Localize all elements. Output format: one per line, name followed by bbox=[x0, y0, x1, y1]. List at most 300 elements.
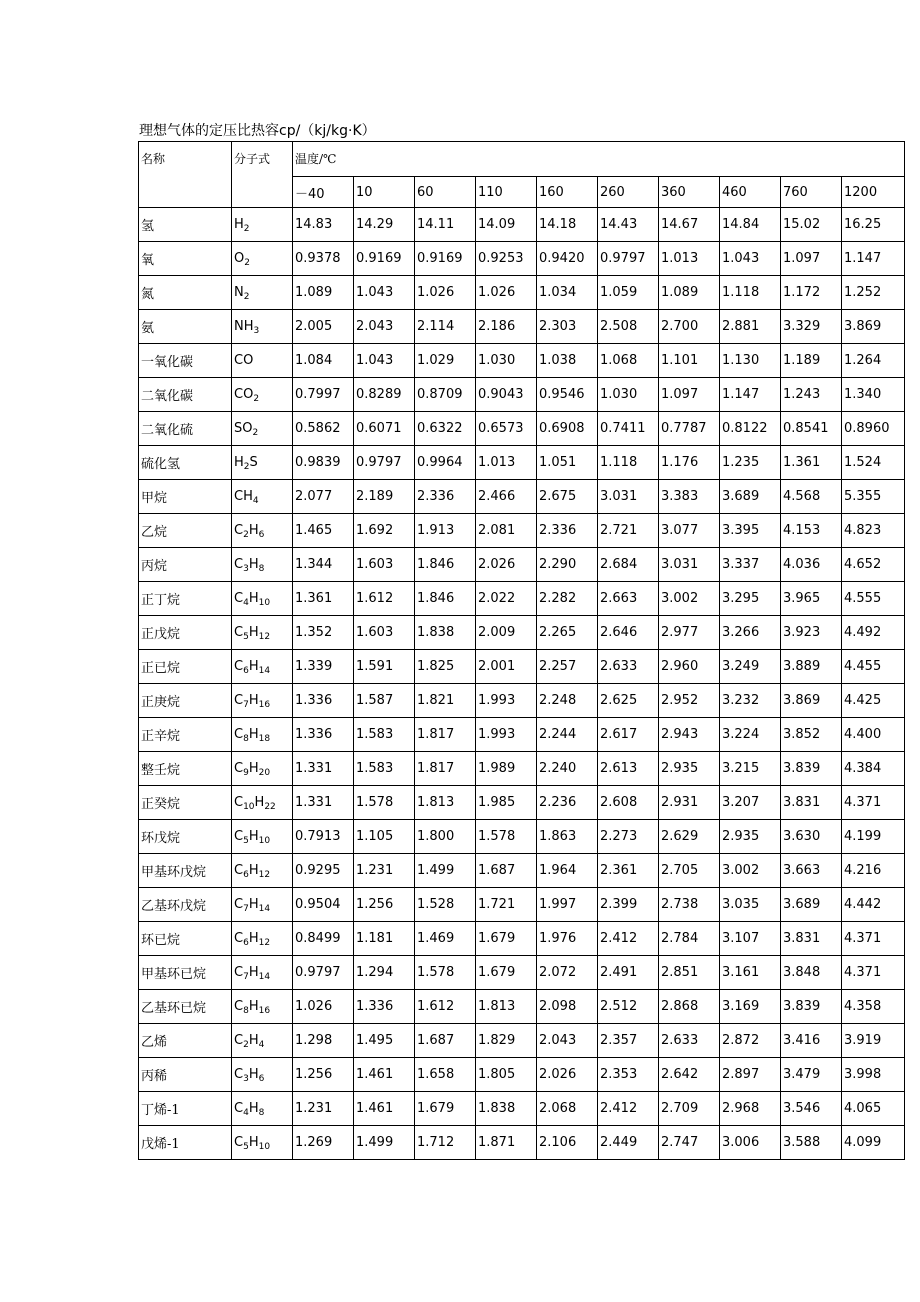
cp-value-cell: 3.869 bbox=[781, 684, 842, 718]
cp-value-cell: 0.7787 bbox=[659, 412, 720, 446]
cp-value-cell: 3.831 bbox=[781, 922, 842, 956]
cp-value-cell: 0.9964 bbox=[415, 446, 476, 480]
cp-value-cell: 1.176 bbox=[659, 446, 720, 480]
cp-value-cell: 1.587 bbox=[354, 684, 415, 718]
formula-element: H bbox=[248, 761, 259, 776]
formula-element: H bbox=[248, 931, 259, 946]
cp-value-cell: 4.568 bbox=[781, 480, 842, 514]
cp-value-cell: 2.868 bbox=[659, 990, 720, 1024]
cp-value-cell: 4.216 bbox=[842, 854, 905, 888]
formula-cell bbox=[232, 582, 293, 616]
cp-value-cell: 2.240 bbox=[537, 752, 598, 786]
cp-value-cell: 2.784 bbox=[659, 922, 720, 956]
formula-element: C bbox=[234, 659, 244, 674]
cp-value-cell: 1.499 bbox=[415, 854, 476, 888]
table-row bbox=[139, 616, 905, 650]
cp-value-cell: 0.8960 bbox=[842, 412, 905, 446]
cp-value-cell: 0.9797 bbox=[293, 956, 354, 990]
gas-name-cell: 一氧化碳 bbox=[139, 344, 232, 378]
cp-value-cell: 1.721 bbox=[476, 888, 537, 922]
gas-name-cell: 二氧化碳 bbox=[139, 378, 232, 412]
temperature-header-cell: 1200 bbox=[842, 177, 905, 208]
gas-name-cell: 氮 bbox=[139, 276, 232, 310]
formula-element: C bbox=[234, 931, 244, 946]
cp-value-cell: 2.721 bbox=[598, 514, 659, 548]
cp-value-cell: 2.026 bbox=[476, 548, 537, 582]
cp-value-cell: 1.097 bbox=[659, 378, 720, 412]
cp-value-cell: 0.5862 bbox=[293, 412, 354, 446]
table-row bbox=[139, 888, 905, 922]
cp-value-cell: 0.9169 bbox=[415, 242, 476, 276]
formula-subscript: 10 bbox=[243, 802, 255, 812]
cp-value-cell: 1.068 bbox=[598, 344, 659, 378]
cp-value-cell: 2.700 bbox=[659, 310, 720, 344]
cp-value-cell: 1.231 bbox=[293, 1092, 354, 1126]
formula-subscript: 6 bbox=[258, 1074, 265, 1084]
table-row bbox=[139, 412, 905, 446]
formula-element: C bbox=[234, 625, 244, 640]
formula-subscript: 22 bbox=[264, 802, 276, 812]
cp-value-cell: 2.684 bbox=[598, 548, 659, 582]
formula-cell bbox=[232, 820, 293, 854]
formula-element: H bbox=[248, 897, 259, 912]
table-row bbox=[139, 786, 905, 820]
formula-element: H bbox=[248, 999, 259, 1014]
formula-element: H bbox=[248, 523, 259, 538]
cp-value-cell: 0.9043 bbox=[476, 378, 537, 412]
cp-value-cell: 1.339 bbox=[293, 650, 354, 684]
cp-value-cell: 1.863 bbox=[537, 820, 598, 854]
cp-value-cell: 1.989 bbox=[476, 752, 537, 786]
cp-value-cell: 2.189 bbox=[354, 480, 415, 514]
cp-value-cell: 2.412 bbox=[598, 922, 659, 956]
cp-value-cell: 3.479 bbox=[781, 1058, 842, 1092]
table-row bbox=[139, 242, 905, 276]
cp-value-cell: 2.248 bbox=[537, 684, 598, 718]
cp-value-cell: 1.331 bbox=[293, 786, 354, 820]
formula-element: C bbox=[234, 523, 244, 538]
cp-value-cell: 3.169 bbox=[720, 990, 781, 1024]
cp-value-cell: 1.612 bbox=[354, 582, 415, 616]
cp-value-cell: 1.679 bbox=[415, 1092, 476, 1126]
cp-value-cell: 3.869 bbox=[842, 310, 905, 344]
formula-element: C bbox=[234, 1101, 244, 1116]
cp-value-cell: 1.871 bbox=[476, 1126, 537, 1160]
formula-subscript: 2 bbox=[243, 224, 250, 234]
cp-value-cell: 2.357 bbox=[598, 1024, 659, 1058]
gas-name-cell: 环已烷 bbox=[139, 922, 232, 956]
cp-value-cell: 2.336 bbox=[415, 480, 476, 514]
formula-subscript: 8 bbox=[258, 1108, 265, 1118]
gas-name-cell: 正癸烷 bbox=[139, 786, 232, 820]
cp-value-cell: 15.02 bbox=[781, 208, 842, 242]
gas-name-cell: 正丁烷 bbox=[139, 582, 232, 616]
cp-value-cell: 2.043 bbox=[354, 310, 415, 344]
formula-subscript: 9 bbox=[243, 768, 249, 778]
table-body bbox=[139, 208, 905, 1160]
cp-value-cell: 1.294 bbox=[354, 956, 415, 990]
formula-cell bbox=[232, 684, 293, 718]
cp-value-cell: 0.8289 bbox=[354, 378, 415, 412]
formula-subscript: 10 bbox=[258, 598, 271, 608]
cp-value-cell: 3.002 bbox=[659, 582, 720, 616]
formula-element: SO bbox=[234, 421, 253, 436]
cp-value-cell: 2.629 bbox=[659, 820, 720, 854]
table-row bbox=[139, 684, 905, 718]
cp-value-cell: 1.578 bbox=[415, 956, 476, 990]
cp-value-cell: 1.013 bbox=[659, 242, 720, 276]
cp-value-cell: 2.747 bbox=[659, 1126, 720, 1160]
formula-cell bbox=[232, 956, 293, 990]
cp-value-cell: 1.089 bbox=[293, 276, 354, 310]
cp-value-cell: 2.361 bbox=[598, 854, 659, 888]
table-row bbox=[139, 582, 905, 616]
gas-name-cell: 二氧化硫 bbox=[139, 412, 232, 446]
cp-value-cell: 1.043 bbox=[354, 344, 415, 378]
cp-value-cell: 2.001 bbox=[476, 650, 537, 684]
cp-value-cell: 1.084 bbox=[293, 344, 354, 378]
cp-value-cell: 1.243 bbox=[781, 378, 842, 412]
formula-subscript: 7 bbox=[243, 700, 249, 710]
gas-name-cell: 丙烷 bbox=[139, 548, 232, 582]
cp-value-cell: 0.8499 bbox=[293, 922, 354, 956]
formula-element: C bbox=[234, 897, 244, 912]
cp-value-cell: 3.839 bbox=[781, 752, 842, 786]
cp-value-cell: 0.8709 bbox=[415, 378, 476, 412]
table-row bbox=[139, 1024, 905, 1058]
cp-value-cell: 3.998 bbox=[842, 1058, 905, 1092]
cp-value-cell: 2.675 bbox=[537, 480, 598, 514]
temperature-header-cell: 460 bbox=[720, 177, 781, 208]
header-temperature: 温度/℃ bbox=[293, 142, 905, 177]
formula-cell bbox=[232, 854, 293, 888]
formula-subscript: 6 bbox=[243, 870, 249, 880]
cp-value-cell: 1.524 bbox=[842, 446, 905, 480]
cp-value-cell: 2.646 bbox=[598, 616, 659, 650]
formula-subscript: 2 bbox=[243, 530, 249, 540]
cp-value-cell: 2.106 bbox=[537, 1126, 598, 1160]
cp-value-cell: 3.266 bbox=[720, 616, 781, 650]
cp-value-cell: 1.817 bbox=[415, 752, 476, 786]
cp-value-cell: 3.416 bbox=[781, 1024, 842, 1058]
formula-cell bbox=[232, 480, 293, 514]
formula-subscript: 14 bbox=[258, 904, 271, 914]
specific-heat-table bbox=[138, 141, 905, 1160]
formula-cell bbox=[232, 786, 293, 820]
cp-value-cell: 4.555 bbox=[842, 582, 905, 616]
cp-value-cell: 4.823 bbox=[842, 514, 905, 548]
cp-value-cell: 3.035 bbox=[720, 888, 781, 922]
cp-value-cell: 2.466 bbox=[476, 480, 537, 514]
cp-value-cell: 2.273 bbox=[598, 820, 659, 854]
cp-value-cell: 4.199 bbox=[842, 820, 905, 854]
cp-value-cell: 1.235 bbox=[720, 446, 781, 480]
formula-subscript: 16 bbox=[258, 1006, 271, 1016]
cp-value-cell: 14.67 bbox=[659, 208, 720, 242]
cp-value-cell: 4.492 bbox=[842, 616, 905, 650]
formula-cell bbox=[232, 548, 293, 582]
formula-subscript: 4 bbox=[258, 1040, 265, 1050]
cp-value-cell: 1.603 bbox=[354, 548, 415, 582]
cp-value-cell: 1.252 bbox=[842, 276, 905, 310]
cp-value-cell: 4.400 bbox=[842, 718, 905, 752]
table-row bbox=[139, 446, 905, 480]
cp-value-cell: 1.817 bbox=[415, 718, 476, 752]
cp-value-cell: 1.352 bbox=[293, 616, 354, 650]
cp-value-cell: 1.344 bbox=[293, 548, 354, 582]
cp-value-cell: 4.652 bbox=[842, 548, 905, 582]
cp-value-cell: 3.207 bbox=[720, 786, 781, 820]
cp-value-cell: 1.846 bbox=[415, 548, 476, 582]
cp-value-cell: 14.84 bbox=[720, 208, 781, 242]
cp-value-cell: 4.384 bbox=[842, 752, 905, 786]
cp-value-cell: 2.943 bbox=[659, 718, 720, 752]
cp-value-cell: 0.6573 bbox=[476, 412, 537, 446]
cp-value-cell: 14.83 bbox=[293, 208, 354, 242]
cp-value-cell: 1.813 bbox=[415, 786, 476, 820]
cp-value-cell: 1.469 bbox=[415, 922, 476, 956]
temperature-header-cell: 60 bbox=[415, 177, 476, 208]
temperature-header-cell: 760 bbox=[781, 177, 842, 208]
cp-value-cell: 1.101 bbox=[659, 344, 720, 378]
cp-value-cell: 1.038 bbox=[537, 344, 598, 378]
cp-value-cell: 4.371 bbox=[842, 786, 905, 820]
cp-value-cell: 4.036 bbox=[781, 548, 842, 582]
formula-element: C bbox=[234, 965, 244, 980]
cp-value-cell: 1.256 bbox=[354, 888, 415, 922]
formula-cell bbox=[232, 718, 293, 752]
cp-value-cell: 0.9420 bbox=[537, 242, 598, 276]
cp-value-cell: 2.508 bbox=[598, 310, 659, 344]
cp-value-cell: 2.935 bbox=[659, 752, 720, 786]
cp-value-cell: 1.825 bbox=[415, 650, 476, 684]
gas-name-cell: 甲基环已烷 bbox=[139, 956, 232, 990]
cp-value-cell: 3.215 bbox=[720, 752, 781, 786]
cp-value-cell: 1.172 bbox=[781, 276, 842, 310]
cp-value-cell: 1.256 bbox=[293, 1058, 354, 1092]
table-row bbox=[139, 752, 905, 786]
cp-value-cell: 4.153 bbox=[781, 514, 842, 548]
formula-subscript: 4 bbox=[243, 1108, 249, 1118]
gas-name-cell: 氨 bbox=[139, 310, 232, 344]
cp-value-cell: 0.8122 bbox=[720, 412, 781, 446]
cp-value-cell: 2.738 bbox=[659, 888, 720, 922]
cp-value-cell: 2.098 bbox=[537, 990, 598, 1024]
table-row bbox=[139, 854, 905, 888]
cp-value-cell: 3.383 bbox=[659, 480, 720, 514]
formula-element: H bbox=[248, 1101, 259, 1116]
cp-value-cell: 1.361 bbox=[293, 582, 354, 616]
cp-value-cell: 2.625 bbox=[598, 684, 659, 718]
cp-value-cell: 0.9378 bbox=[293, 242, 354, 276]
cp-value-cell: 0.9546 bbox=[537, 378, 598, 412]
cp-value-cell: 3.006 bbox=[720, 1126, 781, 1160]
temperature-header-cell: 160 bbox=[537, 177, 598, 208]
cp-value-cell: 1.805 bbox=[476, 1058, 537, 1092]
formula-element: C bbox=[234, 1033, 244, 1048]
cp-value-cell: 2.009 bbox=[476, 616, 537, 650]
header-row bbox=[139, 142, 905, 177]
cp-value-cell: 14.09 bbox=[476, 208, 537, 242]
cp-value-cell: 1.026 bbox=[293, 990, 354, 1024]
cp-value-cell: 1.578 bbox=[354, 786, 415, 820]
cp-value-cell: 1.030 bbox=[476, 344, 537, 378]
cp-value-cell: 3.337 bbox=[720, 548, 781, 582]
formula-subscript: 12 bbox=[258, 870, 271, 880]
cp-value-cell: 2.897 bbox=[720, 1058, 781, 1092]
cp-value-cell: 2.336 bbox=[537, 514, 598, 548]
cp-value-cell: 3.249 bbox=[720, 650, 781, 684]
cp-value-cell: 3.546 bbox=[781, 1092, 842, 1126]
formula-subscript: 3 bbox=[243, 564, 249, 574]
formula-cell bbox=[232, 1092, 293, 1126]
cp-value-cell: 1.130 bbox=[720, 344, 781, 378]
formula-element: H bbox=[248, 557, 259, 572]
cp-value-cell: 2.613 bbox=[598, 752, 659, 786]
formula-element: O bbox=[234, 251, 245, 266]
cp-value-cell: 2.663 bbox=[598, 582, 659, 616]
cp-value-cell: 1.800 bbox=[415, 820, 476, 854]
cp-value-cell: 4.442 bbox=[842, 888, 905, 922]
cp-value-cell: 2.960 bbox=[659, 650, 720, 684]
formula-subscript: 2 bbox=[244, 258, 250, 268]
cp-value-cell: 2.077 bbox=[293, 480, 354, 514]
formula-cell bbox=[232, 412, 293, 446]
cp-value-cell: 2.265 bbox=[537, 616, 598, 650]
cp-value-cell: 1.821 bbox=[415, 684, 476, 718]
formula-subscript: 7 bbox=[243, 904, 249, 914]
cp-value-cell: 1.829 bbox=[476, 1024, 537, 1058]
cp-value-cell: 3.689 bbox=[720, 480, 781, 514]
temperature-header-cell: 360 bbox=[659, 177, 720, 208]
cp-value-cell: 1.985 bbox=[476, 786, 537, 820]
cp-value-cell: 2.282 bbox=[537, 582, 598, 616]
cp-value-cell: 3.077 bbox=[659, 514, 720, 548]
formula-subscript: 3 bbox=[253, 326, 260, 336]
cp-value-cell: 2.617 bbox=[598, 718, 659, 752]
formula-element: H bbox=[234, 217, 244, 232]
gas-name-cell: 乙基环已烷 bbox=[139, 990, 232, 1024]
table-row bbox=[139, 276, 905, 310]
cp-value-cell: 1.340 bbox=[842, 378, 905, 412]
formula-cell bbox=[232, 1126, 293, 1160]
cp-value-cell: 1.838 bbox=[476, 1092, 537, 1126]
cp-value-cell: 1.913 bbox=[415, 514, 476, 548]
cp-value-cell: 0.9797 bbox=[354, 446, 415, 480]
table-row bbox=[139, 956, 905, 990]
cp-value-cell: 2.068 bbox=[537, 1092, 598, 1126]
formula-element: H bbox=[248, 1135, 259, 1150]
cp-value-cell: 1.105 bbox=[354, 820, 415, 854]
formula-subscript: 2 bbox=[252, 428, 259, 438]
gas-name-cell: 正庚烷 bbox=[139, 684, 232, 718]
formula-subscript: 8 bbox=[258, 564, 265, 574]
formula-element: C bbox=[234, 1135, 244, 1150]
cp-value-cell: 3.002 bbox=[720, 854, 781, 888]
formula-element: H bbox=[254, 795, 265, 810]
formula-element: C bbox=[234, 999, 244, 1014]
cp-value-cell: 3.889 bbox=[781, 650, 842, 684]
cp-value-cell: 2.412 bbox=[598, 1092, 659, 1126]
table-row bbox=[139, 922, 905, 956]
formula-subscript: 6 bbox=[243, 938, 249, 948]
cp-value-cell: 4.371 bbox=[842, 922, 905, 956]
cp-value-cell: 3.663 bbox=[781, 854, 842, 888]
formula-element: C bbox=[234, 727, 244, 742]
cp-value-cell: 3.919 bbox=[842, 1024, 905, 1058]
formula-cell bbox=[232, 990, 293, 1024]
formula-element: C bbox=[234, 591, 244, 606]
title-main: 理想气体的定压比热容 bbox=[139, 123, 279, 139]
cp-value-cell: 1.034 bbox=[537, 276, 598, 310]
formula-subscript: 10 bbox=[258, 1142, 271, 1152]
formula-cell bbox=[232, 514, 293, 548]
cp-value-cell: 2.236 bbox=[537, 786, 598, 820]
cp-value-cell: 2.491 bbox=[598, 956, 659, 990]
cp-value-cell: 2.952 bbox=[659, 684, 720, 718]
cp-value-cell: 3.839 bbox=[781, 990, 842, 1024]
formula-subscript: 2 bbox=[243, 462, 250, 472]
gas-name-cell: 乙基环戊烷 bbox=[139, 888, 232, 922]
cp-value-cell: 1.465 bbox=[293, 514, 354, 548]
formula-subscript: 4 bbox=[243, 598, 249, 608]
cp-value-cell: 2.026 bbox=[537, 1058, 598, 1092]
cp-value-cell: 2.705 bbox=[659, 854, 720, 888]
table-row bbox=[139, 208, 905, 242]
cp-value-cell: 2.186 bbox=[476, 310, 537, 344]
cp-value-cell: 3.329 bbox=[781, 310, 842, 344]
cp-value-cell: 1.578 bbox=[476, 820, 537, 854]
table-row bbox=[139, 514, 905, 548]
cp-value-cell: 2.114 bbox=[415, 310, 476, 344]
gas-name-cell: 整壬烷 bbox=[139, 752, 232, 786]
gas-name-cell: 乙烯 bbox=[139, 1024, 232, 1058]
cp-value-cell: 3.395 bbox=[720, 514, 781, 548]
table-row bbox=[139, 1058, 905, 1092]
gas-name-cell: 正戊烷 bbox=[139, 616, 232, 650]
cp-value-cell: 1.264 bbox=[842, 344, 905, 378]
formula-subscript: 12 bbox=[258, 938, 271, 948]
cp-value-cell: 0.9797 bbox=[598, 242, 659, 276]
cp-value-cell: 1.603 bbox=[354, 616, 415, 650]
cp-value-cell: 1.051 bbox=[537, 446, 598, 480]
formula-element: H bbox=[248, 727, 259, 742]
cp-value-cell: 4.065 bbox=[842, 1092, 905, 1126]
table-row bbox=[139, 718, 905, 752]
cp-value-cell: 1.336 bbox=[293, 718, 354, 752]
cp-value-cell: 1.528 bbox=[415, 888, 476, 922]
cp-value-cell: 0.8541 bbox=[781, 412, 842, 446]
cp-value-cell: 1.361 bbox=[781, 446, 842, 480]
formula-element: C bbox=[234, 761, 244, 776]
cp-value-cell: 1.331 bbox=[293, 752, 354, 786]
cp-value-cell: 3.852 bbox=[781, 718, 842, 752]
formula-subscript: 10 bbox=[258, 836, 271, 846]
cp-value-cell: 0.6322 bbox=[415, 412, 476, 446]
cp-value-cell: 2.290 bbox=[537, 548, 598, 582]
gas-name-cell: 氢 bbox=[139, 208, 232, 242]
cp-value-cell: 1.089 bbox=[659, 276, 720, 310]
cp-value-cell: 3.831 bbox=[781, 786, 842, 820]
cp-value-cell: 1.679 bbox=[476, 922, 537, 956]
formula-subscript: 8 bbox=[243, 734, 249, 744]
formula-element: C bbox=[234, 557, 244, 572]
cp-value-cell: 2.257 bbox=[537, 650, 598, 684]
table-row bbox=[139, 310, 905, 344]
cp-value-cell: 2.353 bbox=[598, 1058, 659, 1092]
cp-value-cell: 0.9504 bbox=[293, 888, 354, 922]
formula-cell bbox=[232, 888, 293, 922]
